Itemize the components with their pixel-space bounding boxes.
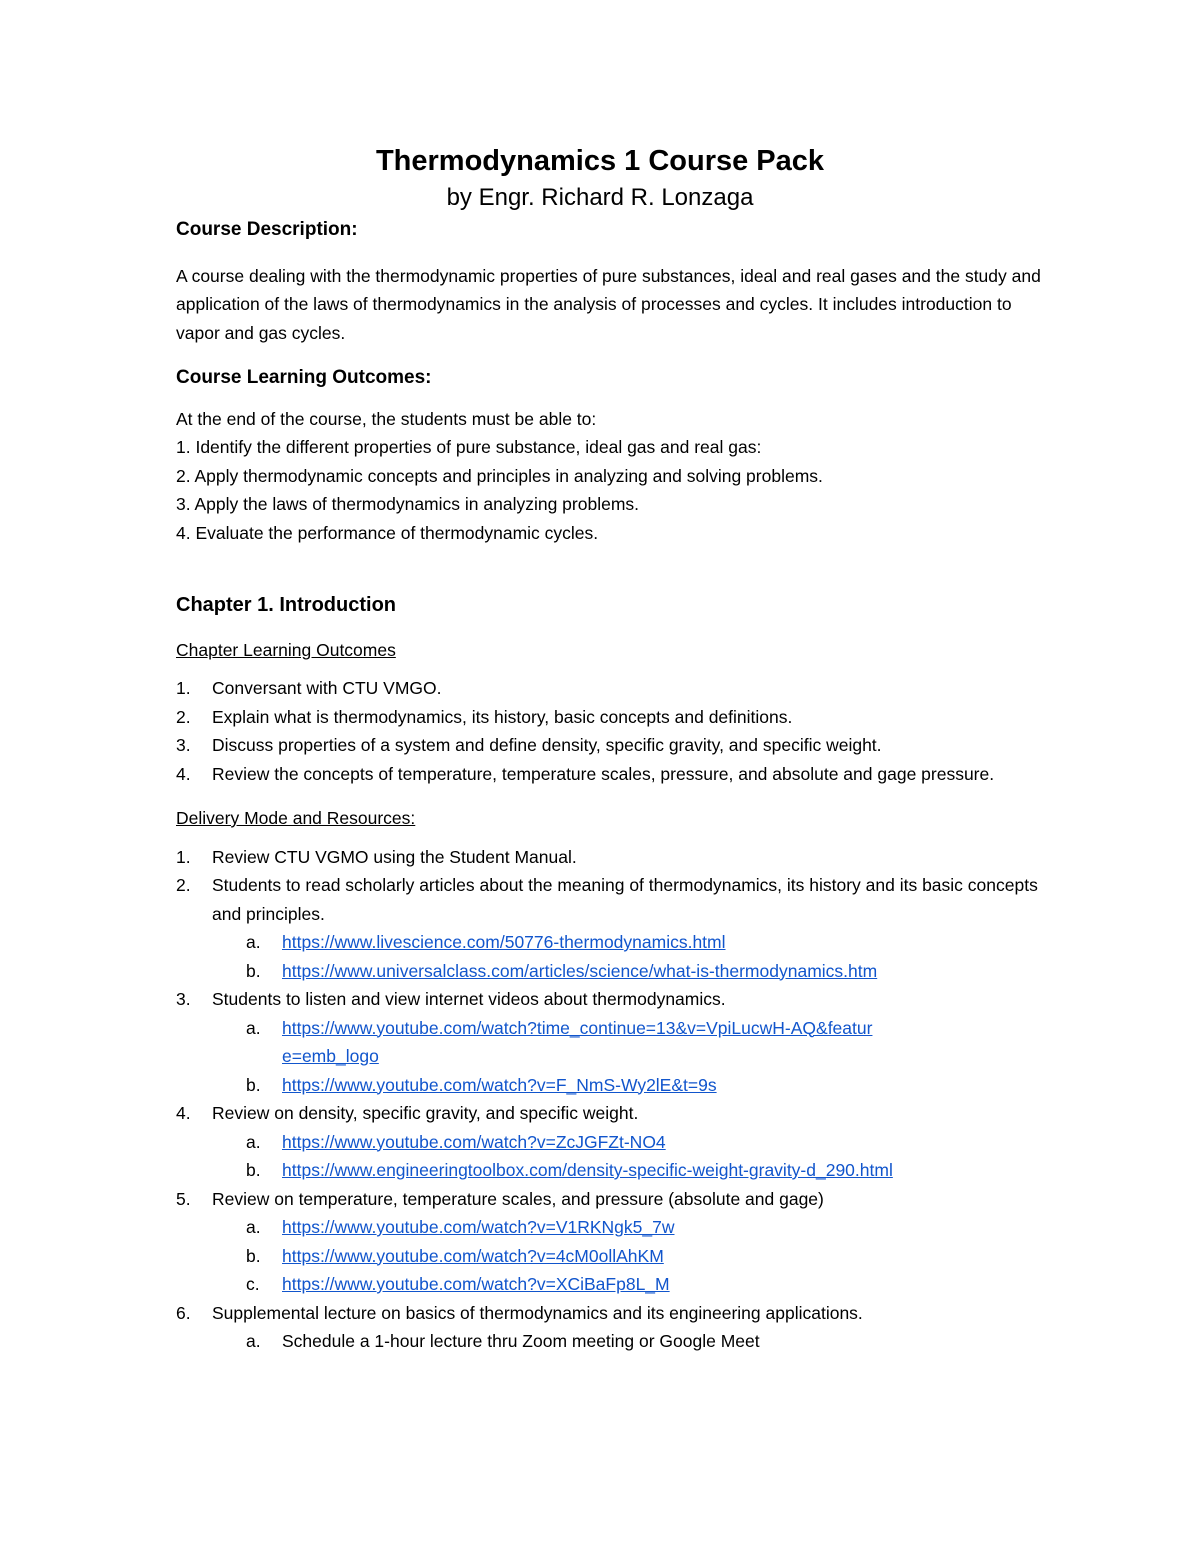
resource-sublist	[176, 1128, 1056, 1185]
item-text: Students to listen and view internet videos about thermodynamics.	[212, 989, 726, 1009]
delivery-list	[176, 843, 1056, 1356]
item-text: Review on density, specific gravity, and specific weight.	[212, 1103, 639, 1123]
resource-item	[246, 1128, 1056, 1157]
resource-item	[246, 1242, 1056, 1271]
item-text: Review on temperature, temperature scales, and pressure (absolute and gage)	[212, 1188, 824, 1209]
course-description-text: A course dealing with the thermodynamic properties of pure substances, ideal and real gases and the study and application of the laws of thermodynamics in the analysis of processes and cycles. It includes introduction to vapor and gas cycles.	[176, 265, 1041, 343]
delivery-item	[176, 1299, 1056, 1356]
item-letter: a.	[246, 932, 261, 952]
resource-item	[246, 957, 1056, 986]
resource-item	[246, 1270, 1056, 1299]
item-text: Explain what is thermodynamics, its history, basic concepts and definitions.	[212, 706, 793, 727]
item-letter: a.	[246, 1131, 261, 1152]
resource-link[interactable]: https://www.youtube.com/watch?v=XCiBaFp8L_M	[282, 1274, 670, 1294]
resource-link[interactable]: https://www.youtube.com/watch?time_continue=13&v=VpiLucwH-AQ&feature=emb_logo	[282, 1017, 873, 1066]
author-line: by Engr. Richard R. Lonzaga	[446, 184, 754, 211]
resource-sublist	[176, 928, 1056, 985]
item-number: 6.	[176, 1302, 191, 1323]
resource-item	[246, 1327, 1056, 1356]
item-letter: a.	[246, 1331, 261, 1351]
delivery-item	[176, 1099, 1056, 1185]
resource-item	[246, 1213, 1056, 1242]
chapter-outcome-item	[176, 703, 1056, 732]
item-text: Schedule a 1-hour lecture thru Zoom meeting or Google Meet	[282, 1331, 760, 1351]
document-body	[176, 216, 1056, 1356]
course-learning-outcomes-list	[176, 405, 1056, 548]
item-text: Discuss properties of a system and define density, specific gravity, and specific weight.	[212, 735, 882, 755]
resource-sublist	[176, 1327, 1056, 1356]
resource-link[interactable]: https://www.youtube.com/watch?v=F_NmS-Wy2lE&t=9s	[282, 1074, 717, 1095]
chapter-outcome-item	[176, 674, 1056, 703]
course-description-heading: Course Description:	[176, 219, 358, 240]
item-number: 2.	[176, 706, 191, 727]
item-letter: a.	[246, 1217, 261, 1237]
item-letter: b.	[246, 1245, 261, 1266]
item-text: Supplemental lecture on basics of thermodynamics and its engineering applications.	[212, 1302, 863, 1323]
resource-item	[246, 1071, 1056, 1100]
item-letter: b.	[246, 960, 261, 981]
item-number: 5.	[176, 1188, 191, 1209]
chapter-1-heading: Chapter 1. Introduction	[176, 594, 396, 616]
resource-link[interactable]: https://www.youtube.com/watch?v=V1RKNgk5_7w	[282, 1217, 675, 1237]
resource-link[interactable]: https://www.youtube.com/watch?v=ZcJGFZt-NO4	[282, 1131, 666, 1152]
item-text: Review CTU VGMO using the Student Manual.	[212, 846, 577, 867]
delivery-item	[176, 985, 1056, 1099]
delivery-item	[176, 1185, 1056, 1299]
item-number: 3.	[176, 989, 191, 1009]
item-number: 4.	[176, 763, 191, 784]
item-number: 1.	[176, 846, 191, 867]
outcome-item: 4. Evaluate the performance of thermodynamic cycles.	[176, 522, 599, 543]
resource-link[interactable]: https://www.livescience.com/50776-thermodynamics.html	[282, 932, 726, 952]
item-text: Students to read scholarly articles about the meaning of thermodynamics, its history and its basic concepts and principles.	[212, 875, 1038, 924]
item-letter: c.	[246, 1274, 260, 1294]
resource-item	[246, 1014, 1056, 1071]
item-number: 2.	[176, 875, 191, 895]
resource-link[interactable]: https://www.universalclass.com/articles/science/what-is-thermodynamics.htm	[282, 960, 878, 981]
item-number: 4.	[176, 1103, 191, 1123]
delivery-item	[176, 871, 1056, 985]
chapter-outcome-item	[176, 760, 1056, 789]
item-letter: b.	[246, 1074, 261, 1095]
page-title: Thermodynamics 1 Course Pack	[375, 145, 825, 177]
course-learning-outcomes-heading: Course Learning Outcomes:	[176, 367, 432, 388]
outcome-item: 3. Apply the laws of thermodynamics in analyzing problems.	[176, 494, 640, 514]
resource-link[interactable]: https://www.youtube.com/watch?v=4cM0ollAhKM	[282, 1245, 664, 1266]
delivery-item	[176, 843, 1056, 872]
item-letter: b.	[246, 1160, 261, 1180]
resource-item	[246, 1156, 1056, 1185]
chapter-outcomes-list	[176, 674, 1056, 788]
chapter-outcome-item	[176, 731, 1056, 760]
resource-sublist	[176, 1014, 1056, 1100]
outcome-item: 2. Apply thermodynamic concepts and principles in analyzing and solving problems.	[176, 465, 823, 486]
item-text: Review the concepts of temperature, temperature scales, pressure, and absolute and gage pressure.	[212, 763, 995, 784]
outcome-item: 1. Identify the different properties of pure substance, ideal gas and real gas:	[176, 437, 762, 457]
item-number: 1.	[176, 678, 191, 698]
chapter-learning-outcomes-heading: Chapter Learning Outcomes	[176, 639, 396, 660]
item-letter: a.	[246, 1017, 261, 1038]
item-text: Conversant with CTU VMGO.	[212, 678, 442, 698]
resource-sublist	[176, 1213, 1056, 1299]
delivery-mode-heading: Delivery Mode and Resources:	[176, 808, 416, 828]
outcomes-intro: At the end of the course, the students must be able to:	[176, 408, 597, 429]
item-number: 3.	[176, 735, 191, 755]
resource-item	[246, 928, 1056, 957]
resource-link[interactable]: https://www.engineeringtoolbox.com/density-specific-weight-gravity-d_290.html	[282, 1160, 893, 1180]
